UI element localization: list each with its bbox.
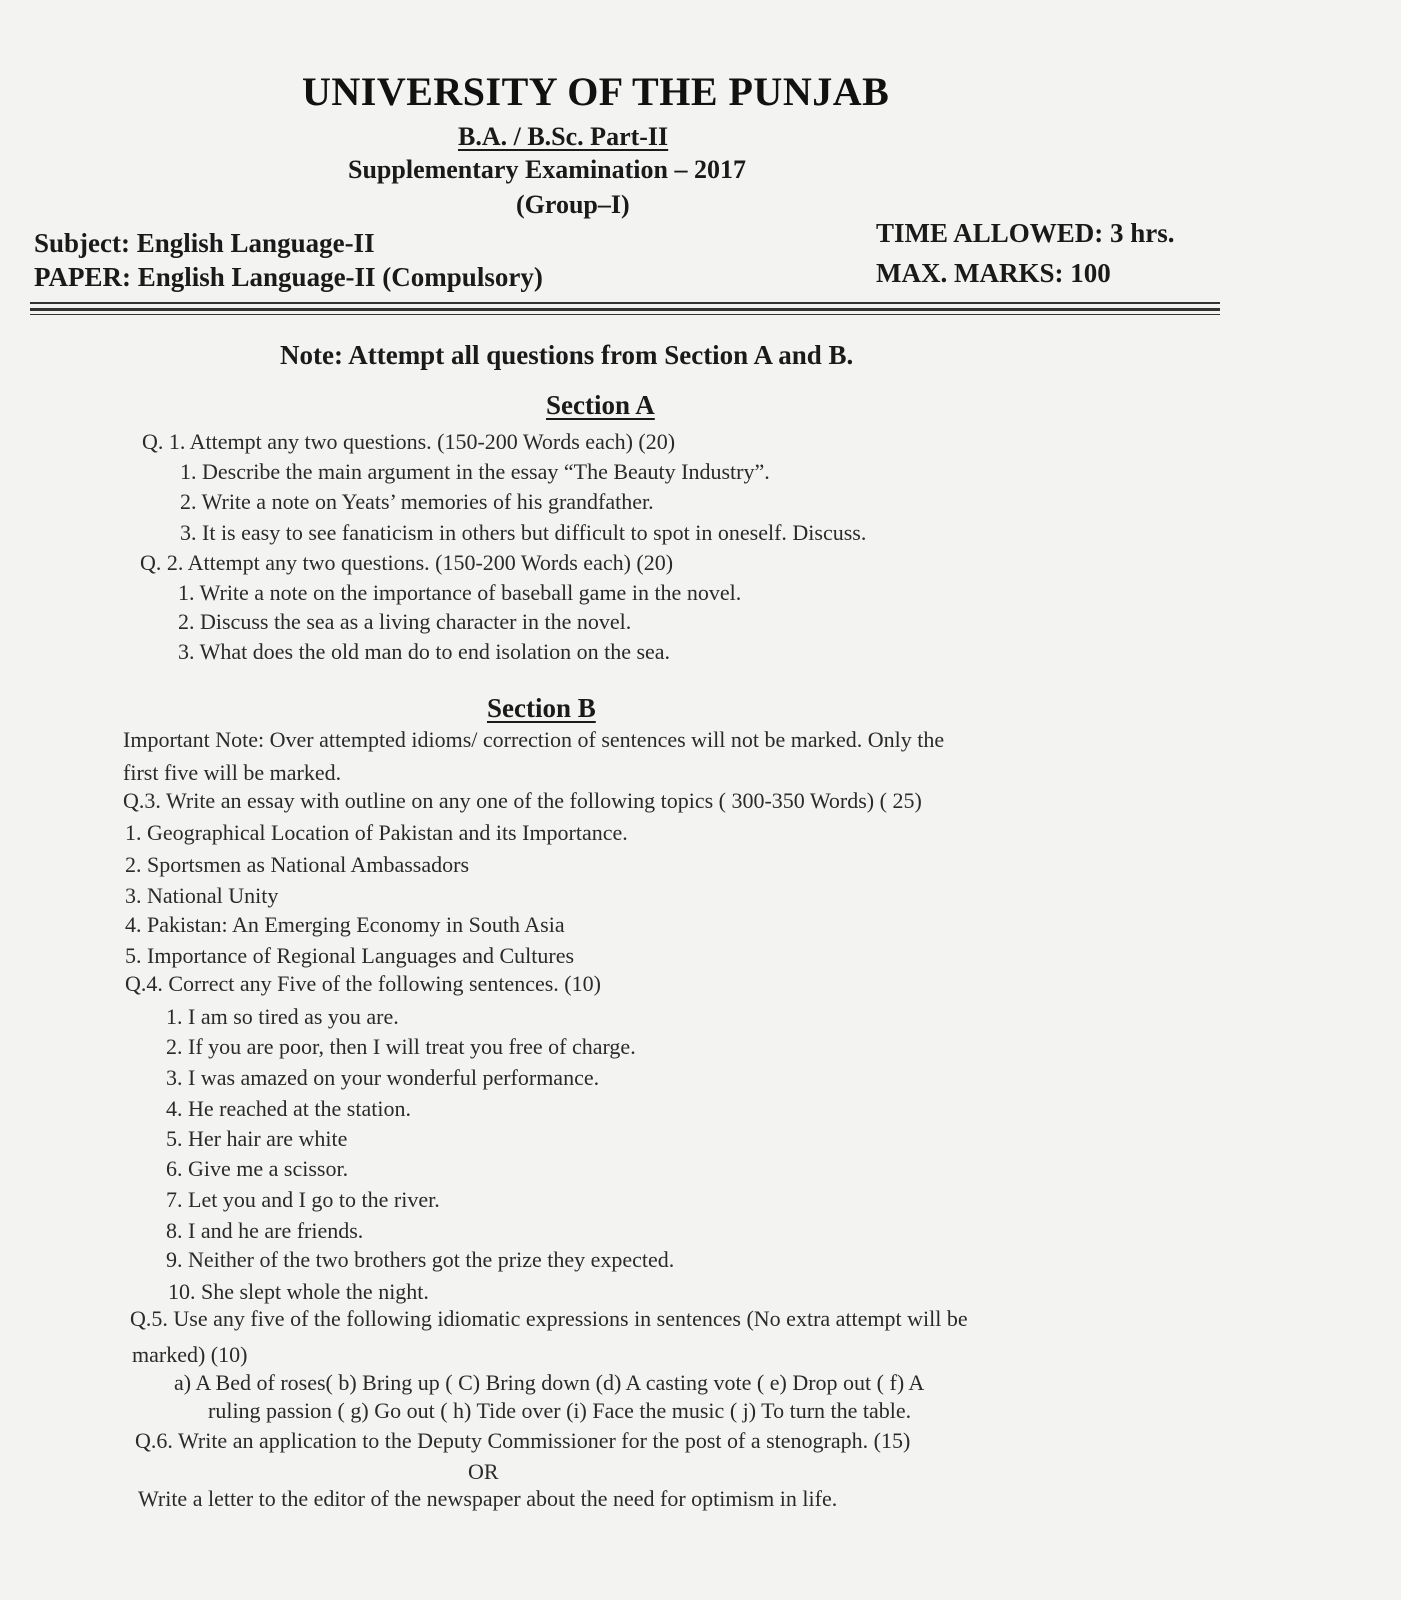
q4-sentence: 3. I was amazed on your wonderful performance.	[166, 1065, 600, 1090]
q5-idioms-line-2: ruling passion ( g) Go out ( h) Tide over (i) Face the music ( j) To turn the table.	[208, 1398, 912, 1423]
q4-sentence: 1. I am so tired as you are.	[166, 1004, 399, 1029]
program-label: B.A. / B.Sc. Part-II	[458, 122, 669, 151]
header-rule-bottom	[30, 314, 1220, 315]
header-rule-mid	[30, 308, 1220, 311]
q2-item: 1. Write a note on the importance of baseball game in the novel.	[178, 580, 742, 605]
subject-label: Subject: English Language-II	[34, 228, 375, 258]
paper-label: PAPER: English Language-II (Compulsory)	[34, 262, 543, 292]
university-title: UNIVERSITY OF THE PUNJAB	[302, 69, 890, 114]
q2-item: 2. Discuss the sea as a living character in the novel.	[178, 609, 632, 634]
q4-sentence: 5. Her hair are white	[166, 1126, 348, 1151]
q3-topic: 1. Geographical Location of Pakistan and its Importance.	[125, 820, 628, 845]
section-b-title: Section B	[487, 693, 596, 723]
q4-sentence: 7. Let you and I go to the river.	[166, 1187, 440, 1212]
q3-topic: 3. National Unity	[125, 883, 279, 908]
important-note-line-2: first five will be marked.	[123, 760, 342, 785]
q2-item: 3. What does the old man do to end isolation on the sea.	[178, 639, 671, 664]
max-marks: MAX. MARKS: 100	[876, 258, 1111, 288]
q4-sentence: 4. He reached at the station.	[166, 1096, 411, 1121]
q6-or: OR	[468, 1459, 499, 1484]
q4-sentence: 10. She slept whole the night.	[168, 1279, 429, 1304]
time-allowed: TIME ALLOWED: 3 hrs.	[876, 218, 1175, 248]
q3-topic: 5. Importance of Regional Languages and Cultures	[125, 943, 575, 968]
q5-prompt-line-1: Q.5. Use any five of the following idiomatic expressions in sentences (No extra attempt will be	[130, 1306, 968, 1331]
group-label: (Group–I)	[516, 190, 630, 219]
q4-prompt: Q.4. Correct any Five of the following sentences. (10)	[125, 971, 601, 996]
q4-sentence: 6. Give me a scissor.	[166, 1156, 349, 1181]
q4-sentence: 8. I and he are friends.	[166, 1218, 364, 1243]
q2-prompt: Q. 2. Attempt any two questions. (150-200 Words each) (20)	[140, 550, 674, 575]
q3-topic: 2. Sportsmen as National Ambassadors	[125, 852, 470, 877]
q4-sentence: 2. If you are poor, then I will treat you free of charge.	[166, 1034, 636, 1059]
section-a-title: Section A	[546, 390, 655, 420]
q3-topic: 4. Pakistan: An Emerging Economy in South Asia	[125, 912, 565, 937]
q1-item: 2. Write a note on Yeats’ memories of his grandfather.	[180, 489, 654, 514]
header-rule-top	[30, 302, 1220, 304]
q3-prompt: Q.3. Write an essay with outline on any one of the following topics ( 300-350 Words) ( 25)	[123, 788, 922, 813]
q1-prompt: Q. 1. Attempt any two questions. (150-200 Words each) (20)	[142, 429, 676, 454]
q5-idioms-line-1: a) A Bed of roses( b) Bring up ( C) Bring down (d) A casting vote ( e) Drop out ( f) A	[174, 1370, 925, 1395]
exam-label: Supplementary Examination – 2017	[348, 155, 746, 184]
q1-item: 1. Describe the main argument in the essay “The Beauty Industry”.	[180, 459, 770, 484]
important-note-line-1: Important Note: Over attempted idioms/ correction of sentences will not be marked. Only the	[123, 727, 945, 752]
q5-prompt-line-2: marked) (10)	[132, 1342, 248, 1367]
q6-prompt: Q.6. Write an application to the Deputy Commissioner for the post of a stenograph. (15)	[135, 1428, 911, 1453]
q6-alternative: Write a letter to the editor of the newspaper about the need for optimism in life.	[138, 1486, 838, 1511]
q4-sentence: 9. Neither of the two brothers got the prize they expected.	[166, 1247, 675, 1272]
q1-item: 3. It is easy to see fanaticism in others but difficult to spot in oneself. Discuss.	[180, 520, 867, 545]
general-note: Note: Attempt all questions from Section A and B.	[280, 340, 854, 370]
